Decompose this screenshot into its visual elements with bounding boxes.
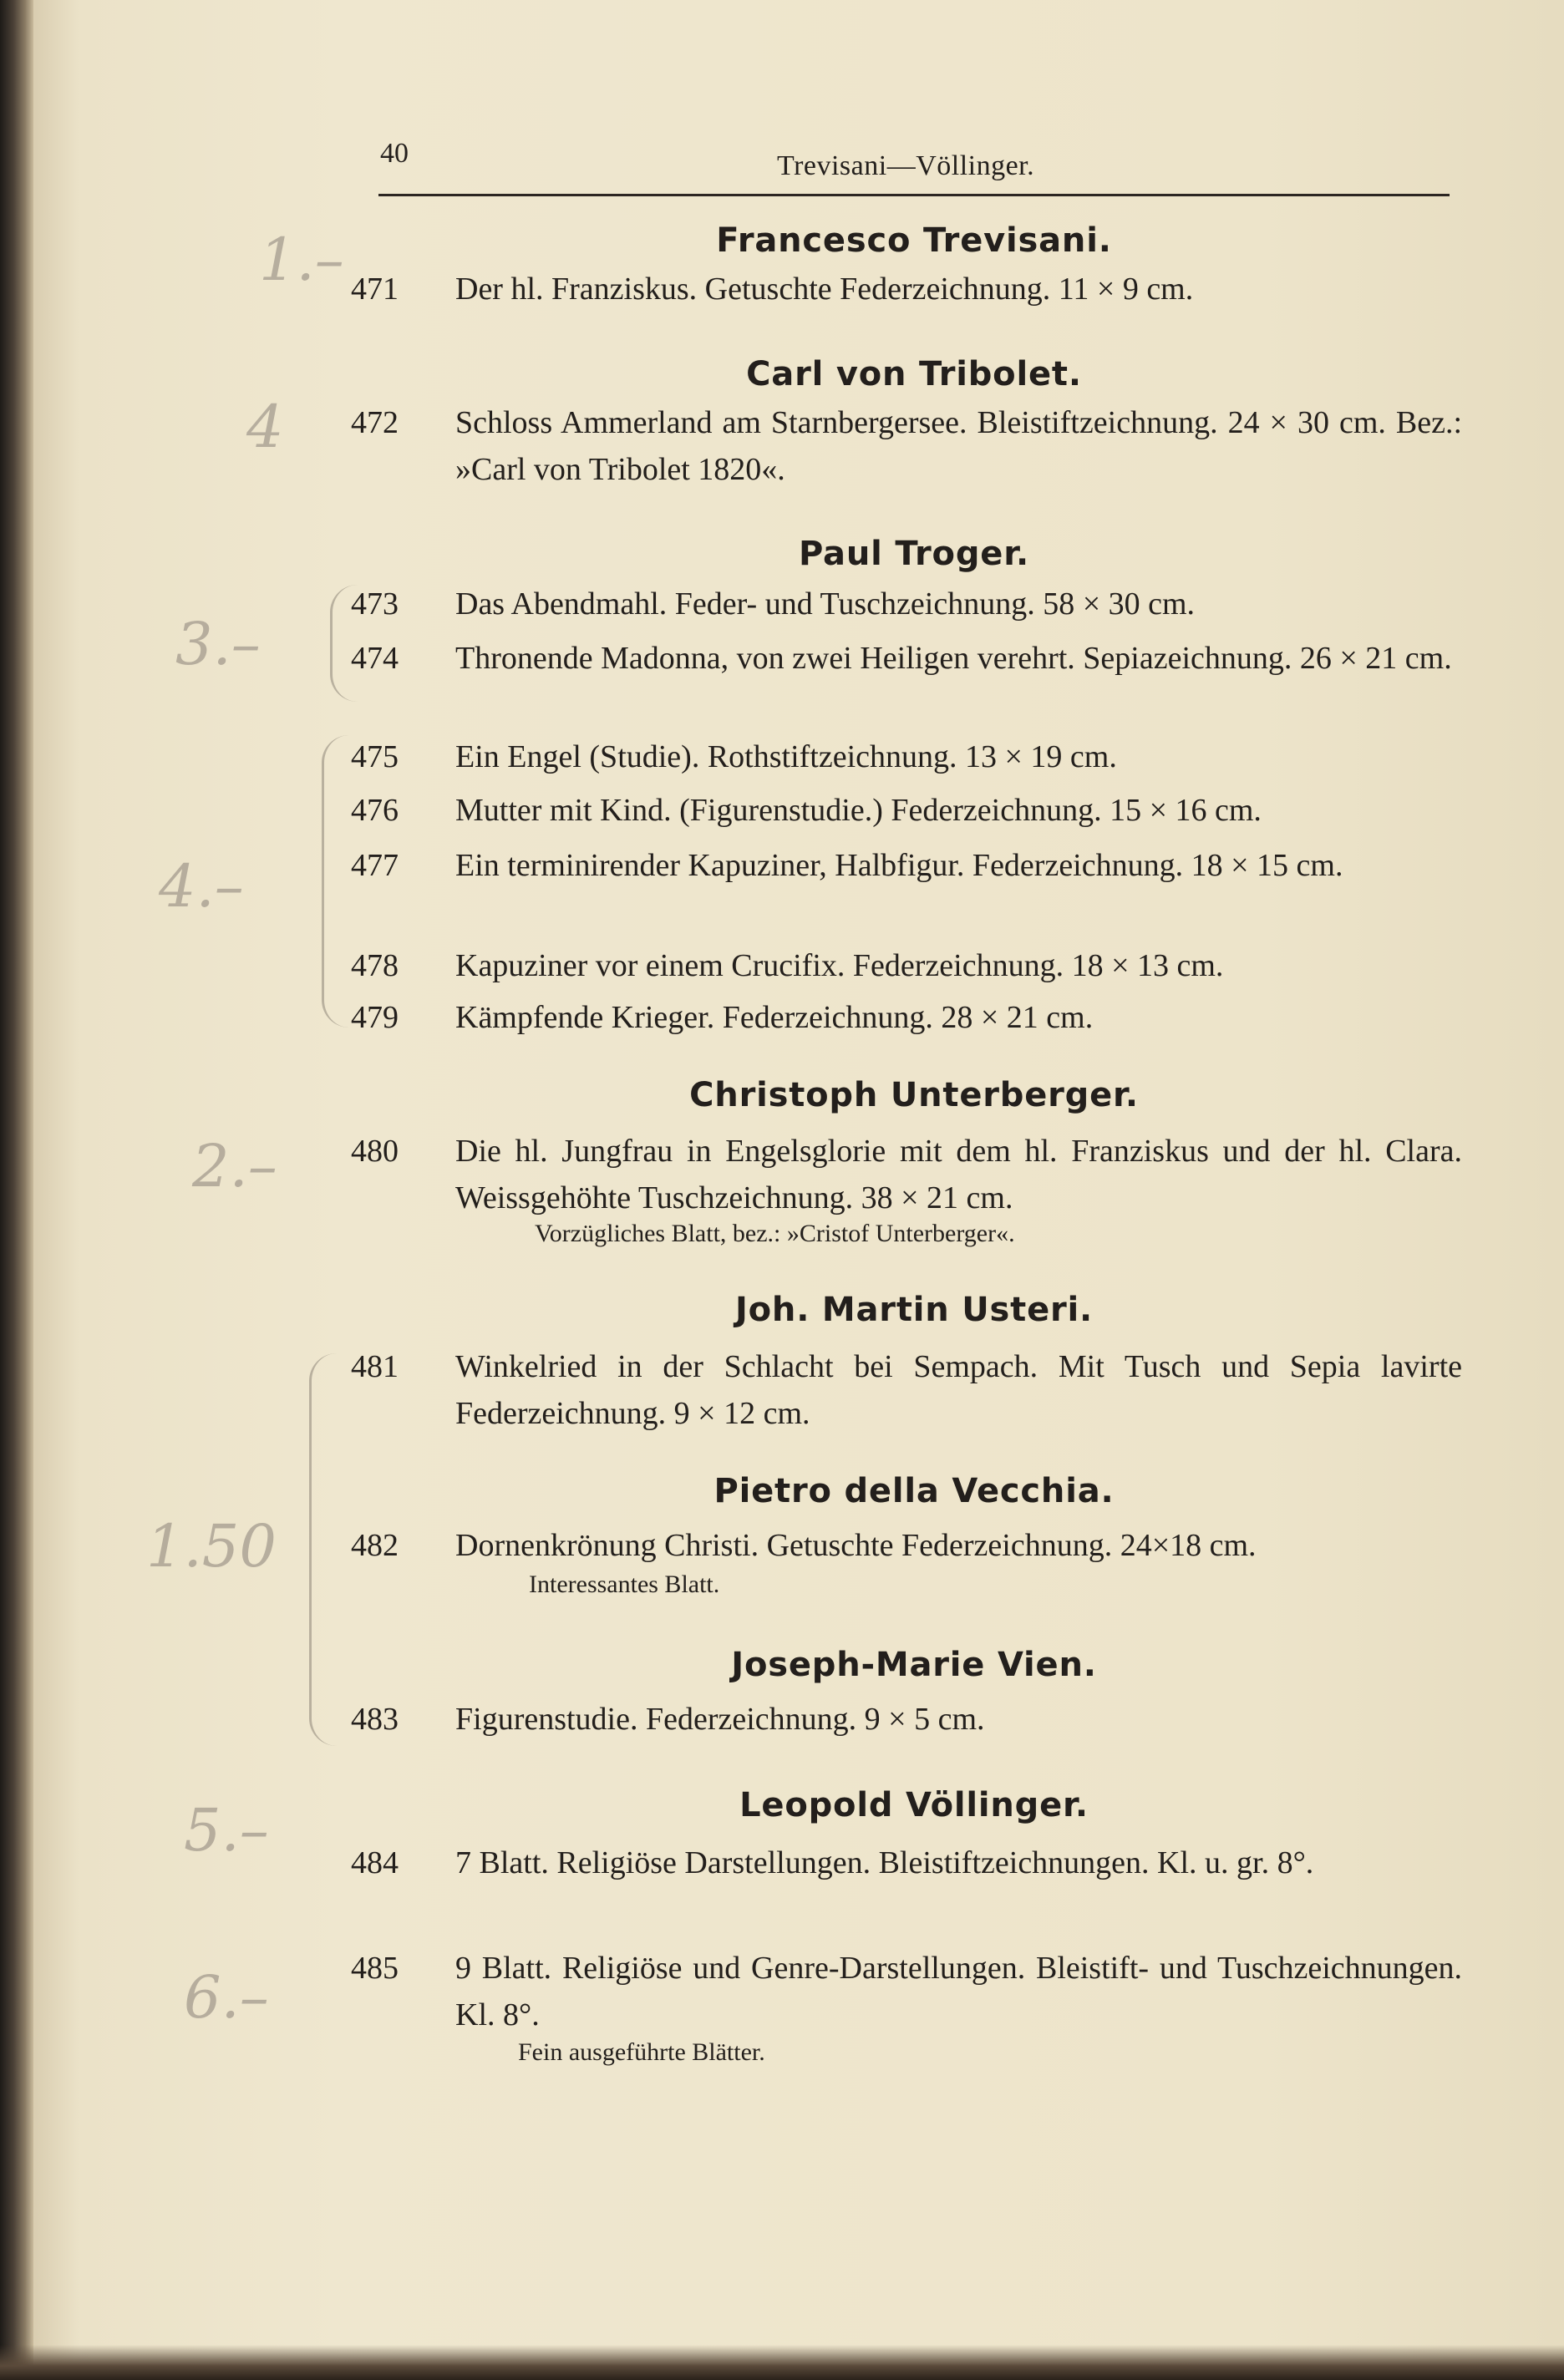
entry-number: 485 bbox=[351, 1951, 399, 1986]
book-spine-shadow bbox=[0, 0, 33, 2380]
entry-text: Dornenkrönung Christi. Getuschte Federzeichnung. 24×18 cm. bbox=[455, 1528, 1257, 1563]
pencil-brace bbox=[309, 1353, 337, 1746]
pencil-price-mark: 1.– bbox=[259, 226, 344, 294]
entry-number: 477 bbox=[351, 848, 399, 883]
catalog-entry bbox=[351, 1522, 1462, 1569]
entry-number: 480 bbox=[351, 1134, 399, 1169]
entry-note: Interessantes Blatt. bbox=[529, 1571, 720, 1598]
entry-number: 476 bbox=[351, 793, 399, 828]
artist-heading: Pietro della Vecchia. bbox=[713, 1472, 1115, 1510]
entry-text: Ein terminirender Kapuziner, Halbfigur. Federzeichnung. 18 × 15 cm. bbox=[455, 848, 1343, 883]
pencil-price-mark: 4.– bbox=[159, 852, 244, 921]
catalog-page bbox=[33, 0, 1564, 2380]
entry-text: Ein Engel (Studie). Rothstiftzeichnung. 13 × 19 cm. bbox=[455, 739, 1117, 774]
catalog-entry bbox=[351, 1840, 1462, 1886]
pencil-brace bbox=[330, 585, 358, 702]
catalog-entry bbox=[351, 581, 1462, 627]
entry-number: 479 bbox=[351, 1000, 399, 1035]
entry-text: Schloss Ammerland am Starnbergersee. Bleistiftzeichnung. 24 × 30 cm. Bez.: »Carl von Tribolet 1820«. bbox=[455, 405, 1462, 487]
pencil-brace bbox=[322, 735, 349, 1028]
entry-number: 481 bbox=[351, 1349, 399, 1384]
catalog-entry bbox=[351, 842, 1462, 889]
catalog-entry bbox=[351, 399, 1462, 493]
pencil-price-mark: 4 bbox=[246, 393, 284, 461]
entry-number: 471 bbox=[351, 271, 399, 307]
entry-number: 475 bbox=[351, 739, 399, 774]
artist-heading: Carl von Tribolet. bbox=[746, 355, 1082, 393]
pencil-price-mark: 3.– bbox=[175, 610, 261, 678]
entry-text: 9 Blatt. Religiöse und Genre-Darstellungen. Bleistift- und Tuschzeichnungen. Kl. 8°. bbox=[455, 1951, 1462, 2032]
catalog-entry bbox=[351, 942, 1462, 989]
entry-text: Das Abendmahl. Feder- und Tuschzeichnung. 58 × 30 cm. bbox=[455, 586, 1196, 622]
entry-text: Thronende Madonna, von zwei Heiligen verehrt. Sepiazeichnung. 26 × 21 cm. bbox=[455, 641, 1452, 676]
catalog-entry bbox=[351, 787, 1462, 834]
page-number: 40 bbox=[380, 138, 409, 169]
page-bottom-edge bbox=[0, 2345, 1564, 2380]
catalog-entry bbox=[351, 635, 1462, 682]
catalog-entry bbox=[351, 1945, 1462, 2038]
entry-text: Mutter mit Kind. (Figurenstudie.) Federzeichnung. 15 × 16 cm. bbox=[455, 793, 1262, 828]
entry-text: Die hl. Jungfrau in Engelsglorie mit dem hl. Franziskus und der hl. Clara. Weissgehöhte Tuschzeichnung. 38 × 21 cm. bbox=[455, 1134, 1462, 1215]
entry-number: 482 bbox=[351, 1528, 399, 1563]
artist-heading: Leopold Völlinger. bbox=[739, 1786, 1089, 1824]
entry-number: 474 bbox=[351, 641, 399, 676]
artist-heading: Christoph Unterberger. bbox=[689, 1076, 1139, 1114]
entry-number: 484 bbox=[351, 1845, 399, 1880]
pencil-price-mark: 2.– bbox=[192, 1132, 277, 1200]
catalog-entry bbox=[351, 1343, 1462, 1437]
artist-heading: Francesco Trevisani. bbox=[716, 221, 1112, 260]
artist-heading: Joseph-Marie Vien. bbox=[731, 1646, 1097, 1684]
pencil-price-mark: 1.50 bbox=[146, 1512, 277, 1581]
entry-number: 472 bbox=[351, 405, 399, 440]
artist-heading: Paul Troger. bbox=[798, 535, 1030, 573]
catalog-entry bbox=[351, 1128, 1462, 1221]
catalog-entry bbox=[351, 994, 1462, 1041]
catalog-entry bbox=[351, 1696, 1462, 1743]
pencil-price-mark: 6.– bbox=[184, 1963, 269, 2032]
entry-text: Figurenstudie. Federzeichnung. 9 × 5 cm. bbox=[455, 1702, 985, 1737]
catalog-entry bbox=[351, 733, 1462, 780]
artist-heading: Joh. Martin Usteri. bbox=[734, 1291, 1094, 1329]
entry-note: Fein ausgeführte Blätter. bbox=[518, 2038, 765, 2066]
entry-text: Kapuziner vor einem Crucifix. Federzeichnung. 18 × 13 cm. bbox=[455, 948, 1224, 983]
entry-number: 483 bbox=[351, 1702, 399, 1737]
entry-number: 473 bbox=[351, 586, 399, 622]
entry-text: Winkelried in der Schlacht bei Sempach. Mit Tusch und Sepia lavirte Federzeichnung. 9 × 12 cm. bbox=[455, 1349, 1462, 1431]
header-rule bbox=[378, 194, 1450, 196]
entry-text: 7 Blatt. Religiöse Darstellungen. Bleistiftzeichnungen. Kl. u. gr. 8°. bbox=[455, 1845, 1314, 1880]
entry-note: Vorzügliches Blatt, bez.: »Cristof Unterberger«. bbox=[535, 1220, 1015, 1247]
pencil-price-mark: 5.– bbox=[184, 1796, 269, 1865]
entry-text: Kämpfende Krieger. Federzeichnung. 28 × 21 cm. bbox=[455, 1000, 1094, 1035]
entry-text: Der hl. Franziskus. Getuschte Federzeichnung. 11 × 9 cm. bbox=[455, 271, 1194, 307]
catalog-entry bbox=[351, 266, 1462, 312]
running-title: Trevisani—Völlinger. bbox=[777, 150, 1035, 181]
entry-number: 478 bbox=[351, 948, 399, 983]
